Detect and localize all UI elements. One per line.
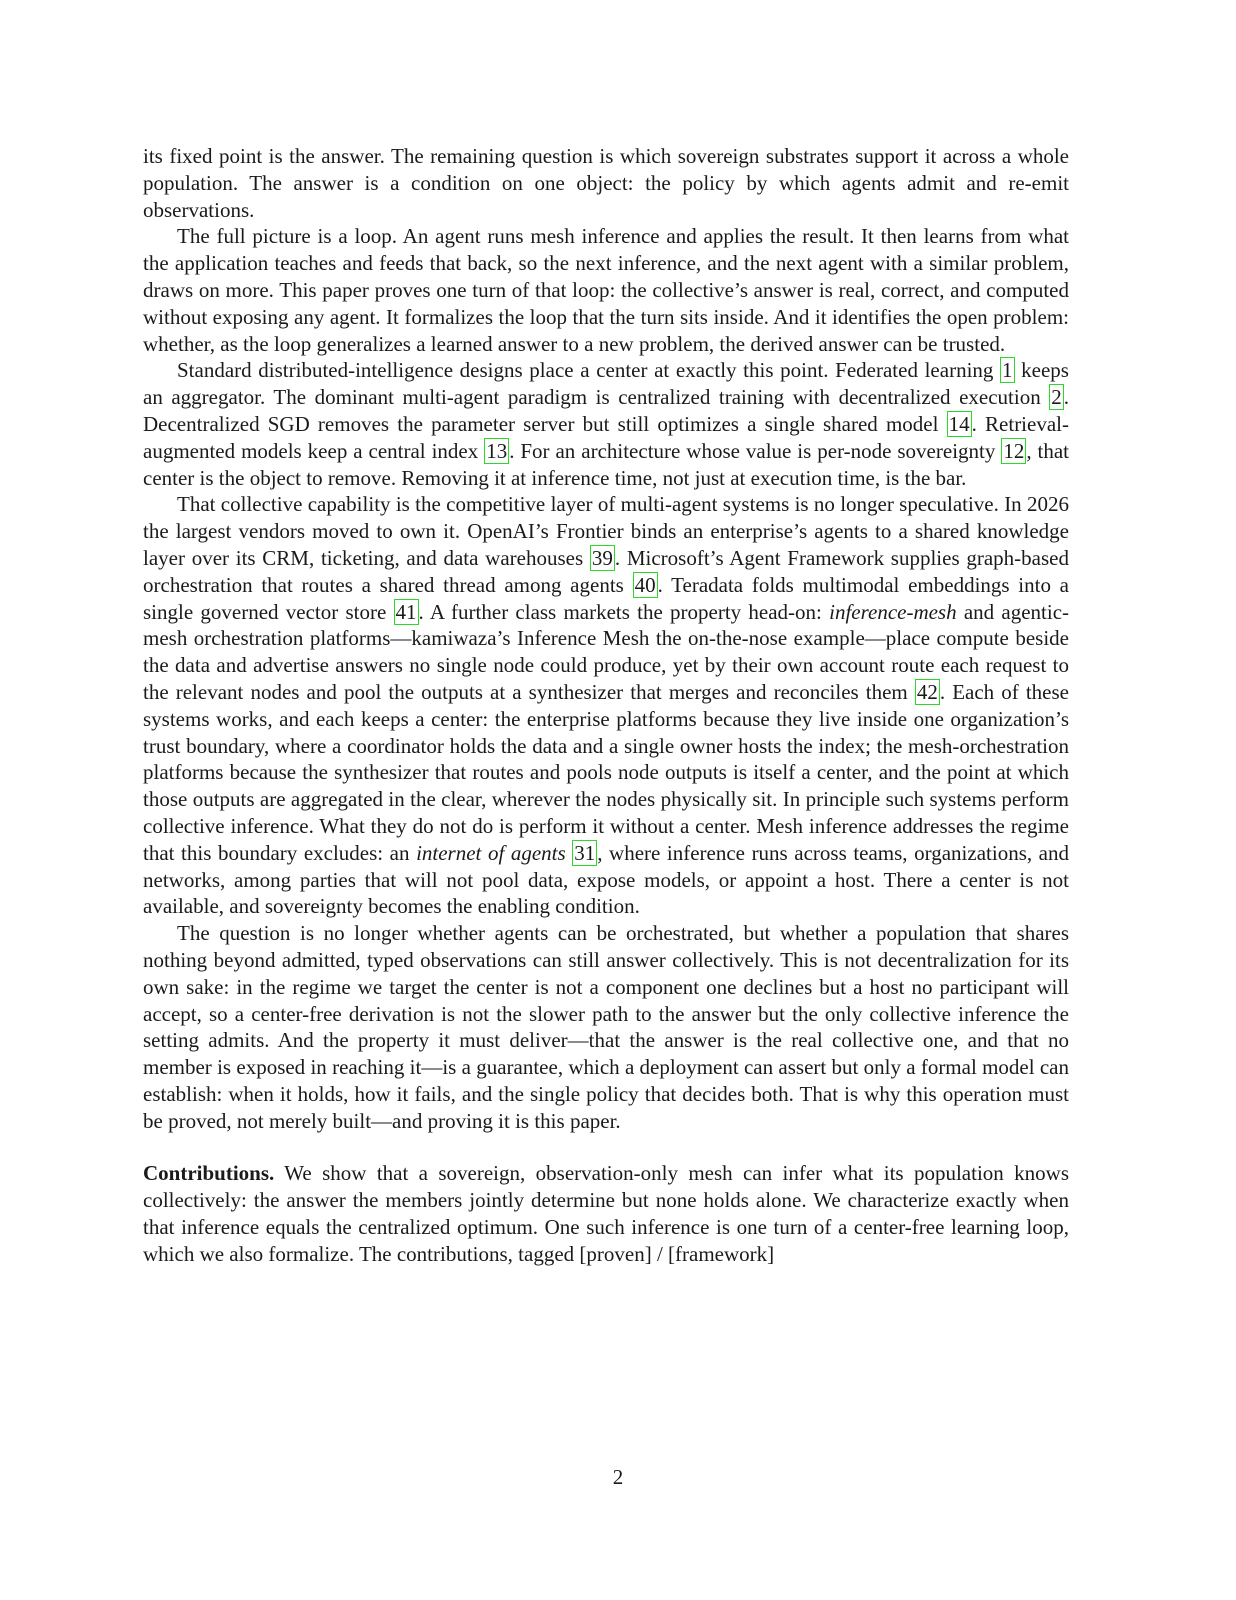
- text-run: The question is no longer whether agents can be orchestrated, but whether a population that shares nothing beyond admitted, typed observations can still answer collectively. This is not decentralization for its own sake: in the regime we target the center is not a component one declines but a host no participant will accept, so a center-free derivation is not the slower path to the answer but the only collective inference the setting admits. And the property it must deliver—that the answer is the real collective one, and that no member is exposed in reaching it—is a guarantee, which a deployment can assert but only a formal model can establish: when it holds, how it fails, and the single policy that decides both. That is why this operation must be proved, not merely built—and proving it is this paper.: [143, 921, 1069, 1133]
- citation-link[interactable]: 14: [948, 411, 970, 436]
- contributions-heading: Contributions.: [143, 1161, 275, 1186]
- text-run: . Each of these systems works, and each keeps a center: the enterprise platforms because they live inside one organization’s trust boundary, where a coordinator holds the data and a single owner hosts the index; the mesh-orchestration platforms because the synthesizer that routes and pools node outputs is itself a center, and the point at which those outputs are aggregated in the clear, wherever the nodes physically sit. In principle such systems perform collective inference. What they do not do is perform it without a center. Mesh inference addresses the regime that this boundary excludes: an: [143, 679, 1069, 865]
- citation-link[interactable]: 31: [574, 840, 596, 865]
- paragraph: [143, 143, 1069, 223]
- citation-link[interactable]: 1: [1002, 358, 1013, 383]
- citation-link[interactable]: 2: [1051, 385, 1062, 410]
- text-run: . Decentralized SGD removes the parameter server but still optimizes a single shared model: [143, 385, 1069, 436]
- text-run: . For an architecture whose value is per-node sovereignty: [509, 438, 1002, 463]
- text-run: The full picture is a loop. An agent runs mesh inference and applies the result. It then learns from what the application teaches and feeds that back, so the next inference, and the next agent with a similar problem, draws on more. This paper proves one turn of that loop: the collective’s answer is real, correct, and computed without exposing any agent. It formalizes the loop that the turn sits inside. And it identifies the open problem: whether, as the loop generalizes a learned answer to a new problem, the derived answer can be trusted.: [143, 224, 1069, 356]
- text-run: . Retrieval-augmented models keep a central index: [143, 411, 1069, 463]
- body-text: [143, 143, 1069, 1134]
- citation-link[interactable]: 42: [916, 679, 938, 704]
- text-run: . Microsoft’s Agent Framework supplies graph-based orchestration that routes a shared thread among agents: [143, 545, 1069, 597]
- contributions-body: We show that a sovereign, observation-only mesh can infer what its population knows collectively: the answer the members jointly determine but none holds alone. We characterize exactly when that inference equals the centralized optimum. One such inference is one turn of a center-free learning loop, which we also formalize. The contributions, tagged [proven] / [framework]: [143, 1161, 1069, 1266]
- text-run: Standard distributed-intelligence designs place a center at exactly this point. Federated learning: [177, 358, 1001, 383]
- text-run: , where inference runs across teams, organizations, and networks, among parties that will not pool data, expose models, or appoint a host. There a center is not available, and sovereignty becomes the enabling condition.: [143, 840, 1069, 919]
- text-run: . Teradata folds multimodal embeddings into a single governed vector store: [143, 572, 1069, 624]
- citation-link[interactable]: 41: [395, 599, 417, 624]
- text-run: , that center is the object to remove. Removing it at inference time, not just at execution time, is the bar.: [143, 438, 1069, 490]
- paragraph: [143, 491, 1069, 920]
- emphasized-term: internet of agents: [416, 840, 566, 865]
- citation-link[interactable]: 12: [1003, 438, 1025, 463]
- text-run: keeps an aggregator. The dominant multi-agent paradigm is centralized training with decentralized execution: [143, 358, 1069, 410]
- text-run: its fixed point is the answer. The remaining question is which sovereign substrates support it across a whole population. The answer is a condition on one object: the policy by which agents admit and re-emit observations.: [143, 144, 1069, 222]
- paragraph: [143, 920, 1069, 1134]
- page-number: 2: [612, 1465, 624, 1489]
- citation-link[interactable]: 13: [486, 438, 508, 463]
- page-body: [143, 143, 1069, 1268]
- emphasized-term: inference-mesh: [829, 599, 957, 624]
- paragraph: [143, 223, 1069, 357]
- contributions-paragraph: [143, 1160, 1069, 1267]
- text-run: That collective capability is the competitive layer of multi-agent systems is no longer speculative. In 2026 the largest vendors moved to own it. OpenAI’s Frontier binds an enterprise’s agents to a shared knowledge layer over its CRM, ticketing, and data warehouses: [143, 492, 1069, 570]
- paragraph: [143, 357, 1069, 491]
- citation-link[interactable]: 40: [634, 572, 656, 597]
- text-run: . A further class markets the property head-on:: [418, 599, 830, 624]
- citation-link[interactable]: 39: [591, 545, 613, 570]
- text-run: and agentic-mesh orchestration platforms—kamiwaza’s Inference Mesh the on-the-nose example—place compute beside the data and advertise answers no single node could produce, yet by their own account route each request to the relevant nodes and pool the outputs at a synthesizer that merges and reconciles them: [143, 599, 1070, 704]
